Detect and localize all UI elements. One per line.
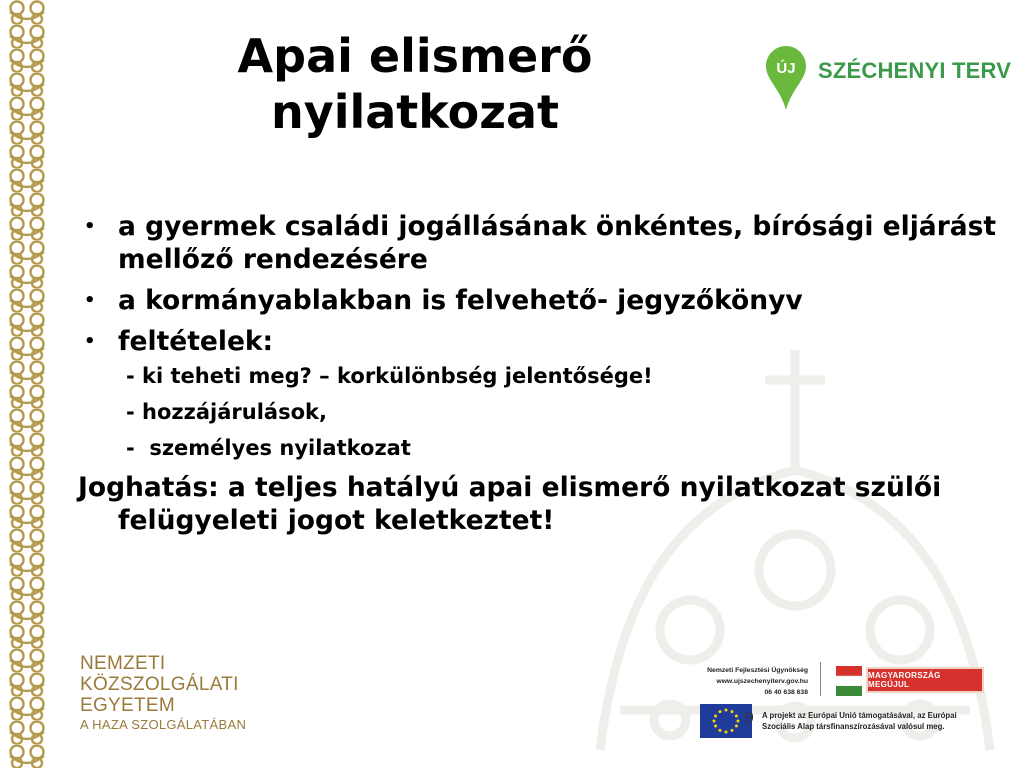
agency-phone: 06 40 638 638 <box>764 689 808 696</box>
bullet-item <box>78 210 1022 276</box>
page-number: 9 <box>744 708 755 727</box>
agency-name: Nemzeti Fejlesztési Ügynökség <box>707 667 808 674</box>
bullet-icon: • <box>84 216 96 237</box>
agency-info <box>690 665 808 698</box>
agency-url: www.ujszechenyiterv.gov.hu <box>716 678 808 685</box>
university-line: KÖZSZOLGÁLATI <box>80 674 239 695</box>
eu-funding-line: A projekt az Európai Unió támogatásával, az Európai <box>762 711 957 720</box>
pin-text: ÚJ <box>776 60 796 77</box>
university-line: EGYETEM <box>80 695 176 716</box>
szechenyi-logo <box>764 44 1012 114</box>
magyarorszag-megujul-badge: MAGYARORSZÁG MEGÚJUL <box>866 667 984 693</box>
sub-list <box>78 363 1022 461</box>
bullet-text: a gyermek családi jogállásának önkéntes, bírósági eljárást mellőző rendezésére <box>118 211 997 275</box>
bullet-text: feltételek: <box>118 326 274 357</box>
bullet-icon: • <box>84 331 96 352</box>
bullet-list <box>78 210 1022 358</box>
eu-funding-line: Szociális Alap társfinanszírozásával valósul meg. <box>762 722 945 731</box>
bullet-item <box>78 284 1022 317</box>
slide-body <box>78 210 1022 537</box>
slide-title: Apai elismerő nyilatkozat <box>237 29 593 139</box>
hungary-flag <box>836 666 862 696</box>
university-tagline: A HAZA SZOLGÁLATÁBAN <box>80 717 247 732</box>
university-line: NEMZETI <box>80 653 166 674</box>
szechenyi-logo-text: SZÉCHENYI TERV <box>818 58 1012 83</box>
ornamental-border <box>0 0 54 768</box>
sub-item: - ki teheti meg? – korkülönbség jelentősége! <box>126 364 653 388</box>
bullet-item <box>78 325 1022 358</box>
footer-divider <box>820 662 821 696</box>
eu-funding-text <box>762 710 994 732</box>
university-logo <box>80 653 246 734</box>
sub-item: - hozzájárulások, <box>126 400 327 424</box>
conclusion-text: Joghatás: a teljes hatályú apai elismerő nyilatkozat szülői felügyeleti jogot keletkeztet! <box>78 472 942 536</box>
bullet-text: a kormányablakban is felvehető- jegyzőkönyv <box>118 285 803 316</box>
map-pin-icon <box>764 44 808 114</box>
sub-item: - személyes nyilatkozat <box>126 436 411 460</box>
bullet-icon: • <box>84 290 96 311</box>
